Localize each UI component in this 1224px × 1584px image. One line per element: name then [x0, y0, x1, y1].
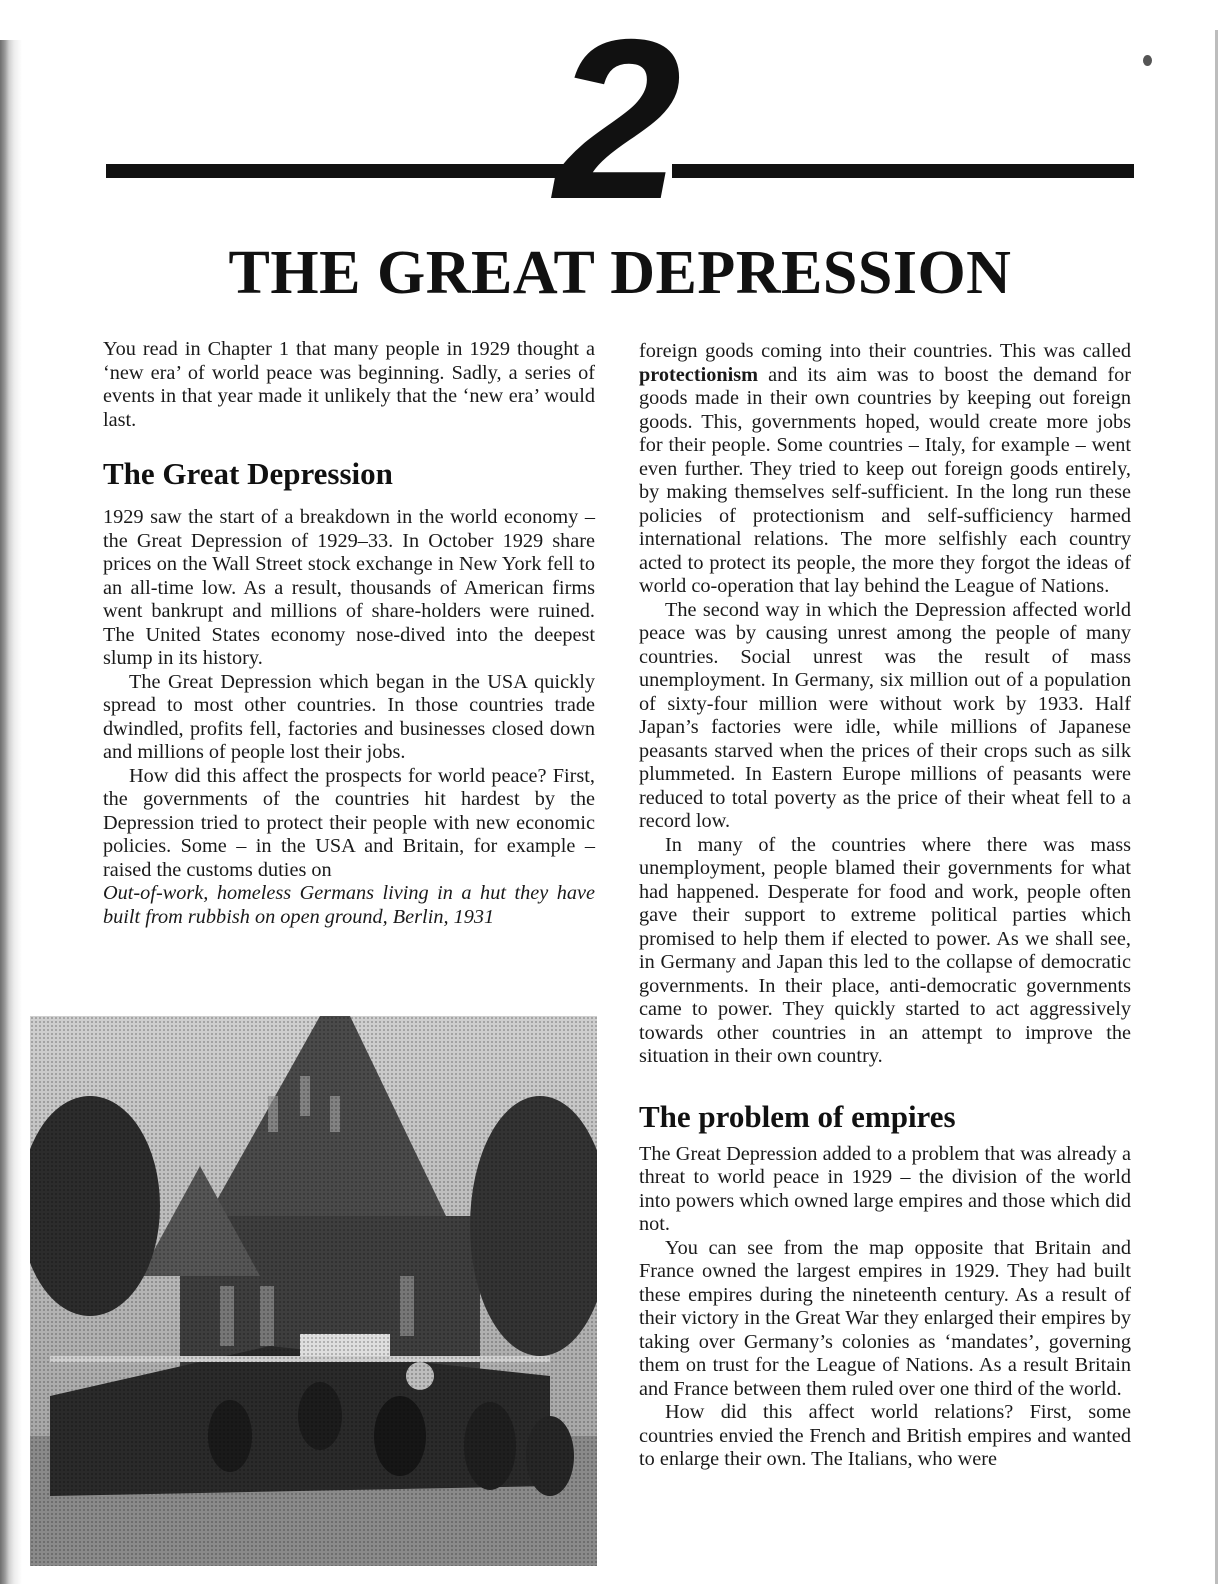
body-paragraph: How did this affect world relations? First, some countries envied the French and British empires and wanted to enlarge their own. The Italians, who were [639, 1401, 1131, 1470]
chapter-rule-left [106, 164, 564, 178]
body-paragraph: 1929 saw the start of a breakdown in the world economy – the Great Depression of 1929–33. In October 1929 share prices on the Wall Street stock exchange in New York fell to an all-time low. As a result, thousands of American firms went bankrupt and millions of share-holders were ruined. The United States economy nose-dived into the deepest slump in its history. [103, 506, 595, 669]
chapter-rule-right [672, 164, 1134, 178]
body-text: foreign goods coming into their countries. This was called [639, 340, 1131, 362]
body-paragraph: In many of the countries where there was mass unemployment, people blamed their governments for what had happened. Desperate for food and work, people often gave their support to extreme political parties which promised to help them if elected to power. As we shall see, in Germany and Japan this led to the collapse of democratic governments. In their place, anti-democratic governments came to power. They quickly started to act aggressively towards other countries in an attempt to improve the situation in their own country. [639, 833, 1131, 1067]
section-heading-problem-of-empires: The problem of empires [639, 1098, 956, 1134]
intro-paragraph: You read in Chapter 1 that many people in 1929 thought a ‘new era’ of world peace was beginning. Sadly, a series of events in that year made it unlikely that the ‘new era’ would last. [103, 338, 595, 431]
scan-speck [1143, 55, 1152, 66]
body-paragraph: The second way in which the Depression affected world peace was by causing unrest among the people of many countries. Social unrest was the result of mass unemployment. In Germany, six million out of a population of sixty-four million were without work by 1933. Half Japan’s factories were idle, while millions of Japanese peasants starved when the prices of their crops such as silk plummeted. In Eastern Europe millions of peasants were reduced to total poverty as the price of their wheat fell to a record low. [639, 598, 1131, 832]
body-paragraph: How did this affect the prospects for world peace? First, the governments of the countries hit hardest by the Depression tried to protect their people with new economic policies. Some – in the USA and Britain, for example – raised the customs duties on [103, 764, 595, 881]
body-paragraph: The Great Depression added to a problem that was already a threat to world peace in 1929 – the division of the world into powers which owned large empires and those which did not. [639, 1142, 1131, 1235]
photo-berlin-hut [30, 1016, 597, 1566]
photo-halftone-illustration [30, 1016, 597, 1566]
left-column [103, 338, 595, 929]
body-paragraph [639, 340, 1131, 599]
photo-caption: Out-of-work, homeless Germans living in a hut they have built from rubbish on open ground, Berlin, 1931 [103, 882, 595, 928]
body-paragraph: You can see from the map opposite that Britain and France owned the largest empires in 1929. They had built these empires during the nineteenth century. As a result of their victory in the Great War they enlarged their empires by taking over Germany’s colonies as ‘mandates’, governing them on trust for the League of Nations. As a result Britain and France between them ruled over one third of the world. [639, 1236, 1131, 1400]
body-paragraph: The Great Depression which began in the USA quickly spread to most other countries. In those countries trade dwindled, profits fell, factories and businesses closed down and millions of people lost their jobs. [103, 670, 595, 763]
body-text: and its aim was to boost the demand for goods made in their own countries by keeping out foreign goods. This, governments hoped, would create more jobs for their people. Some countries – Italy, for example – went even further. They tried to keep out foreign goods entirely, by making themselves self-sufficient. In the long run these policies of protectionism and self-sufficiency harmed international relations. The more selfishly each country acted to protect its people, the more they forgot the ideas of world co-operation that lay behind the League of Nations. [639, 363, 1131, 597]
chapter-number: 2 [554, 0, 682, 247]
chapter-title: THE GREAT DEPRESSION [228, 239, 1012, 307]
right-column [639, 340, 1131, 1472]
section-heading-great-depression: The Great Depression [103, 456, 393, 491]
key-term-protectionism: protectionism [639, 363, 759, 386]
